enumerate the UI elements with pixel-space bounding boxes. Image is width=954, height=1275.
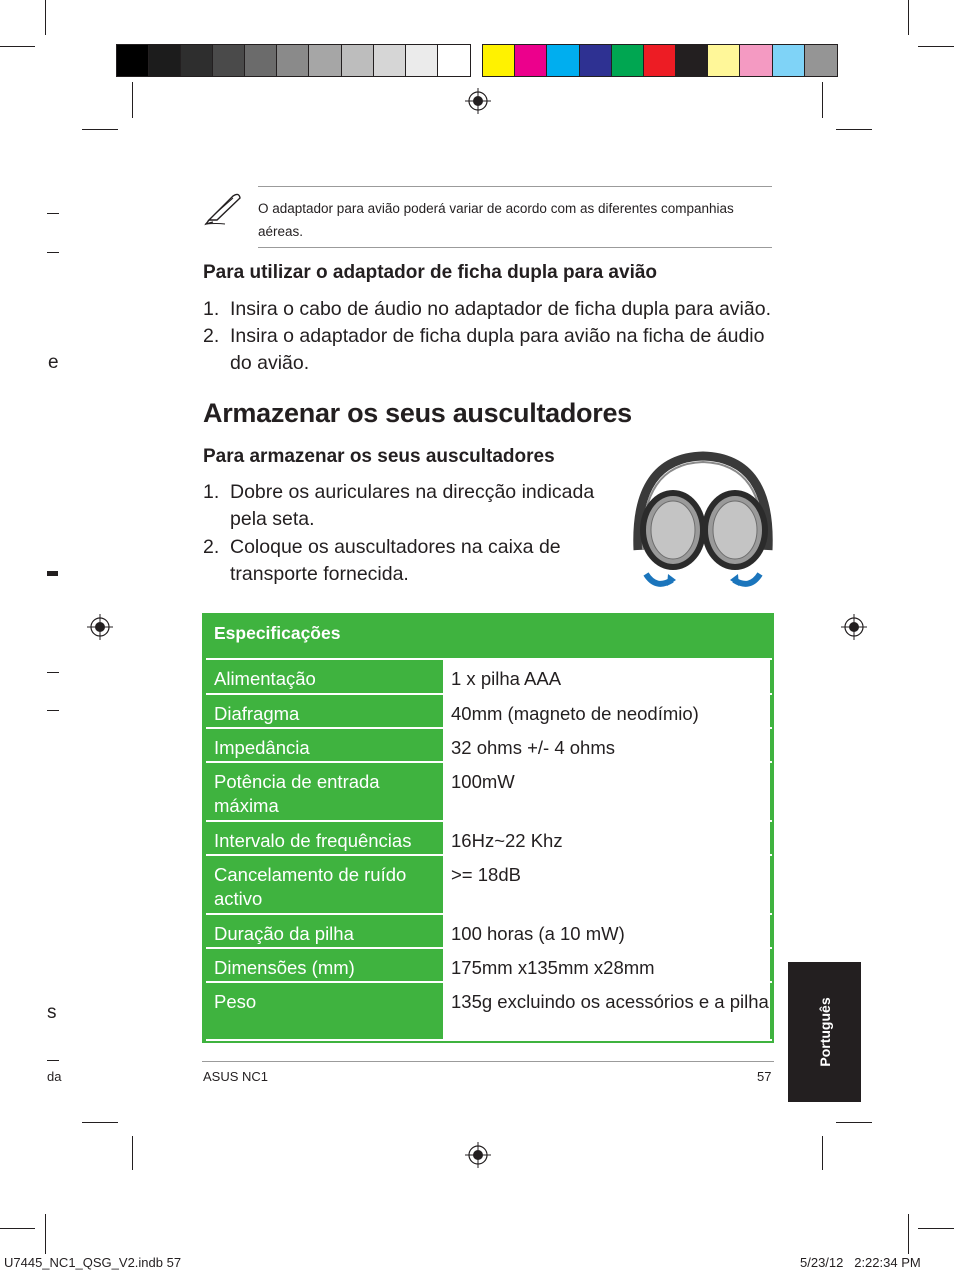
edge-mark <box>47 710 59 711</box>
color-swatch <box>406 45 438 76</box>
specifications-table <box>202 613 774 1043</box>
crop-mark <box>45 0 46 35</box>
edge-mark <box>47 672 59 673</box>
process-color-bar <box>482 44 838 77</box>
spec-label: Dimensões (mm) <box>214 957 355 978</box>
edge-fragment-e: e <box>48 352 59 373</box>
table-row <box>206 729 772 763</box>
spec-value-cell <box>443 763 770 822</box>
crop-mark <box>82 1122 118 1123</box>
footer-product: ASUS NC1 <box>203 1069 269 1084</box>
color-swatch <box>374 45 406 76</box>
color-swatch <box>547 45 579 76</box>
spec-value-cell <box>443 856 770 915</box>
edge-mark <box>47 252 59 253</box>
color-swatch <box>580 45 612 76</box>
spec-value: 16Hz~22 Khz <box>451 830 563 851</box>
spec-label: Duração da pilha <box>214 923 354 944</box>
language-tab-label: Português <box>816 997 833 1067</box>
color-swatch <box>213 45 245 76</box>
crop-mark <box>822 82 823 118</box>
crop-mark <box>132 82 133 118</box>
table-row <box>206 695 772 729</box>
crop-mark <box>836 129 872 130</box>
spec-label: Intervalo de frequências <box>214 830 412 851</box>
pen-icon <box>203 190 243 226</box>
color-swatch <box>676 45 708 76</box>
section-heading-store-headphones: Para armazenar os seus auscultadores <box>203 446 555 467</box>
color-swatch <box>773 45 805 76</box>
footer-divider <box>202 1061 774 1062</box>
edge-mark <box>47 213 59 214</box>
color-swatch <box>438 45 470 76</box>
slug-datetime: 5/23/12 2:22:34 PM <box>800 1255 921 1270</box>
crop-mark <box>0 46 35 47</box>
table-row <box>206 983 772 1041</box>
language-tab <box>788 962 861 1102</box>
spec-value-cell <box>443 983 770 1041</box>
crop-mark <box>836 1122 872 1123</box>
spec-value: 100 horas (a 10 mW) <box>451 923 625 944</box>
color-swatch <box>149 45 181 76</box>
spec-label: Cancelamento de ruído activo <box>214 864 407 909</box>
spec-value-cell <box>443 729 770 763</box>
crop-mark <box>918 1228 954 1229</box>
registration-target-icon <box>465 88 491 114</box>
spec-value-cell <box>443 822 770 856</box>
spec-label: Impedância <box>214 737 310 758</box>
page-title: Armazenar os seus auscultadores <box>203 398 632 428</box>
spec-value: 100mW <box>451 771 515 792</box>
color-swatch <box>245 45 277 76</box>
table-row <box>206 856 772 915</box>
spec-label: Diafragma <box>214 703 300 724</box>
crop-mark <box>82 129 118 130</box>
registration-target-icon <box>465 1142 491 1168</box>
spec-value: 1 x pilha AAA <box>451 668 562 689</box>
spec-value: 40mm (magneto de neodímio) <box>451 703 699 724</box>
spec-value-cell <box>443 915 770 949</box>
edge-fragment-da: da <box>47 1069 62 1084</box>
crop-mark <box>132 1136 133 1170</box>
registration-target-icon <box>87 614 113 640</box>
note-divider <box>258 186 772 187</box>
note-divider <box>258 247 772 248</box>
grayscale-color-bar <box>116 44 471 77</box>
color-swatch <box>181 45 213 76</box>
table-row <box>206 660 772 695</box>
edge-fragment-s: s <box>47 1002 57 1023</box>
spec-value: 32 ohms +/- 4 ohms <box>451 737 616 758</box>
table-row <box>206 949 772 983</box>
table-row <box>206 915 772 949</box>
spec-value-cell <box>443 695 770 729</box>
spec-value: 135g excluindo os acessórios e a pilha <box>451 991 769 1012</box>
color-swatch <box>277 45 309 76</box>
color-swatch <box>117 45 149 76</box>
spec-value-cell <box>443 949 770 983</box>
color-swatch <box>805 45 837 76</box>
table-row <box>206 822 772 856</box>
color-swatch <box>309 45 341 76</box>
spec-label: Alimentação <box>214 668 316 689</box>
crop-mark <box>918 46 954 47</box>
color-swatch <box>644 45 676 76</box>
spec-value-cell <box>443 660 770 695</box>
color-swatch <box>740 45 772 76</box>
page-number: 57 <box>757 1069 772 1084</box>
crop-mark <box>908 1214 909 1254</box>
table-row <box>206 763 772 822</box>
color-swatch <box>342 45 374 76</box>
crop-mark <box>908 0 909 35</box>
spec-label: Peso <box>214 991 257 1012</box>
headphones-fold-illustration <box>628 450 778 594</box>
spec-value: 175mm x135mm x28mm <box>451 957 655 978</box>
edge-mark <box>47 1060 59 1061</box>
color-swatch <box>612 45 644 76</box>
registration-target-icon <box>841 614 867 640</box>
row-divider <box>206 1039 772 1041</box>
slug-filename: U7445_NC1_QSG_V2.indb 57 <box>4 1255 182 1270</box>
crop-mark <box>45 1214 46 1254</box>
color-swatch <box>515 45 547 76</box>
crop-mark <box>0 1228 35 1229</box>
color-swatch <box>708 45 740 76</box>
table-title: Especificações <box>214 623 341 643</box>
color-swatch <box>483 45 515 76</box>
spec-label: Potência de entrada máxima <box>214 771 380 816</box>
edge-mark <box>47 571 58 576</box>
note-text: O adaptador para avião poderá variar de acordo com as diferentes companhias aéreas. <box>258 201 734 239</box>
spec-value: >= 18dB <box>451 864 521 885</box>
crop-mark <box>822 1136 823 1170</box>
section-heading-airplane-adapter: Para utilizar o adaptador de ficha dupla para avião <box>203 262 658 283</box>
